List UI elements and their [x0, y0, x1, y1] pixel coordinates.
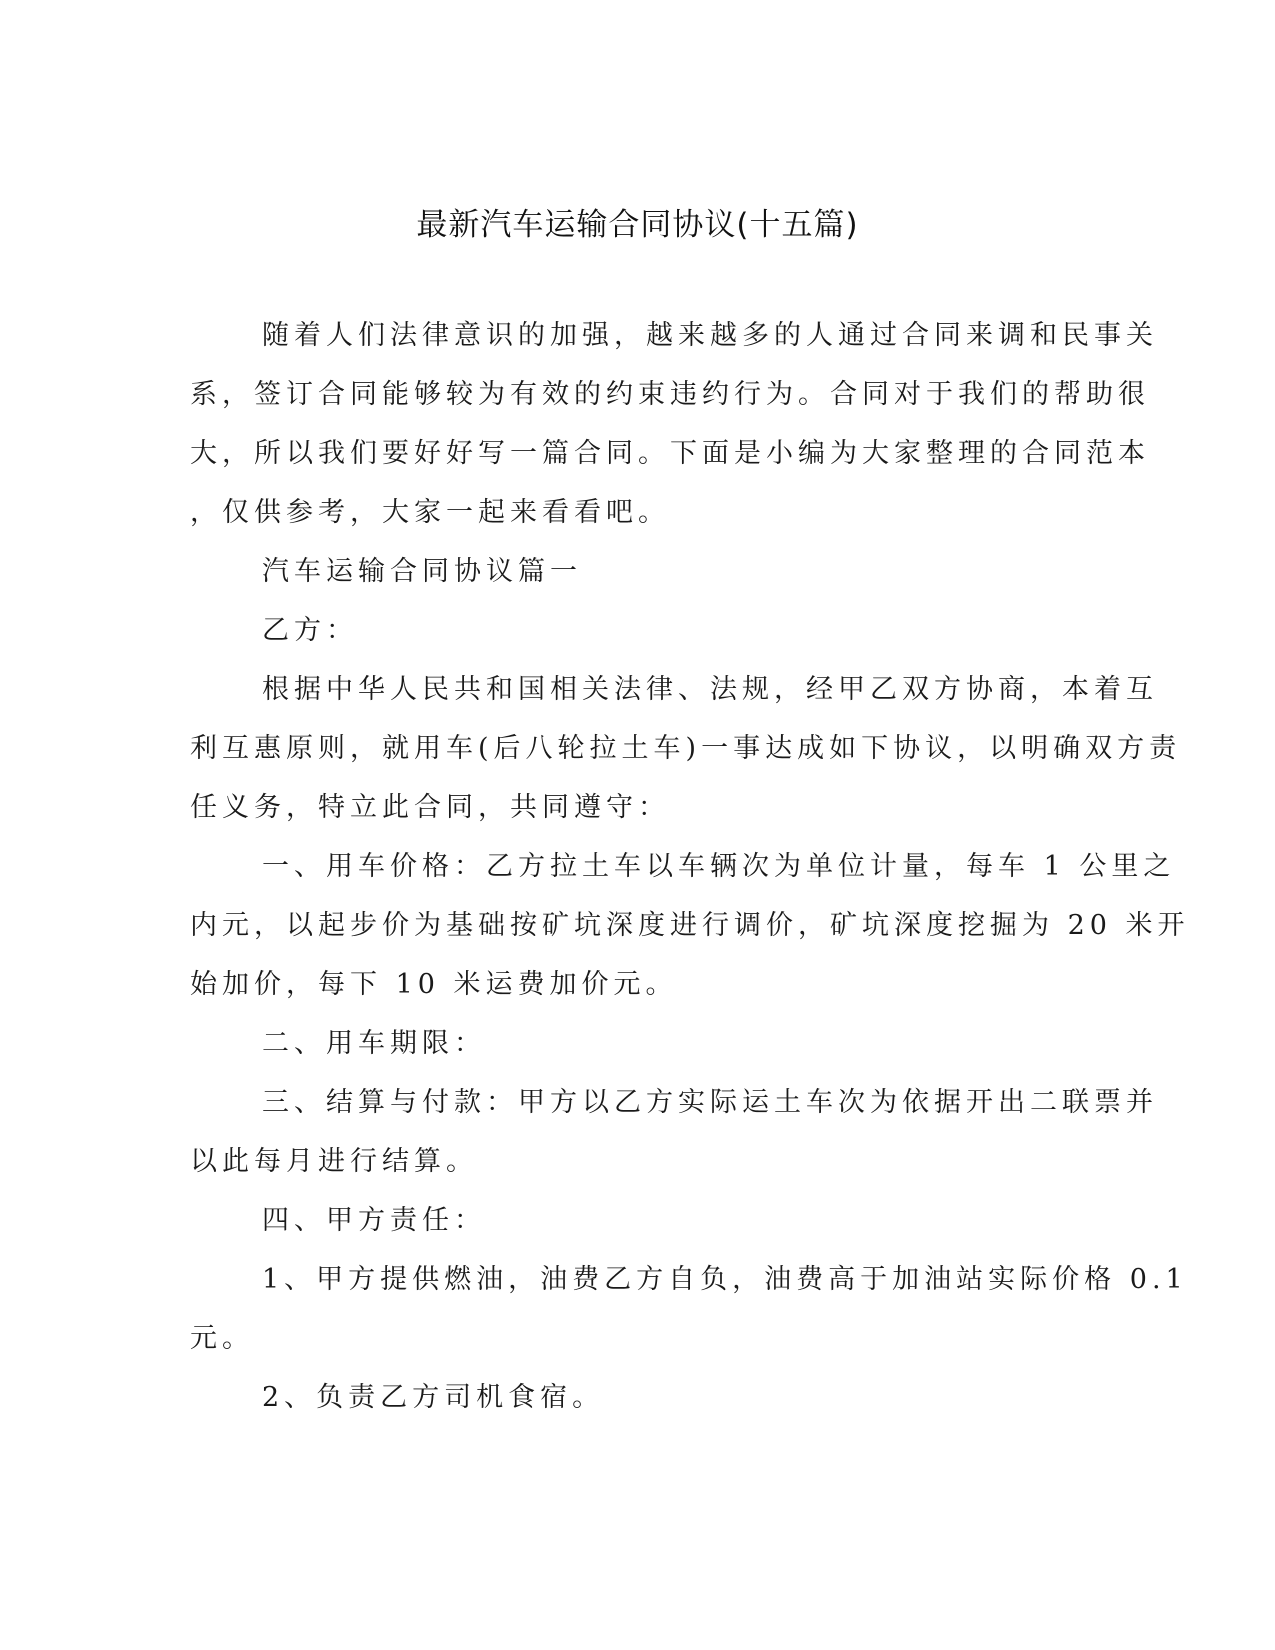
- party-b-line: 乙方：: [262, 615, 358, 646]
- paragraph-line: 利互惠原则，就用车(后八轮拉土车)一事达成如下协议，以明确双方责: [190, 733, 1182, 764]
- clause-line: 1、甲方提供燃油，油费乙方自负，油费高于加油站实际价格 0.1: [262, 1264, 1188, 1295]
- clause-line: 元。: [190, 1323, 254, 1354]
- clause-line: 一、用车价格：乙方拉土车以车辆次为单位计量，每车 1 公里之: [262, 851, 1176, 882]
- clause-line: 2、负责乙方司机食宿。: [262, 1382, 605, 1413]
- clause-line: 二、用车期限：: [262, 1028, 486, 1059]
- clause-line: 以此每月进行结算。: [190, 1146, 478, 1177]
- paragraph-line: 系，签订合同能够较为有效的约束违约行为。合同对于我们的帮助很: [190, 379, 1150, 410]
- section-heading: 汽车运输合同协议篇一: [262, 556, 582, 587]
- paragraph-line: 根据中华人民共和国相关法律、法规，经甲乙双方协商，本着互: [262, 674, 1158, 705]
- clause-line: 三、结算与付款：甲方以乙方实际运土车次为依据开出二联票并: [262, 1087, 1158, 1118]
- paragraph-line: 大，所以我们要好好写一篇合同。下面是小编为大家整理的合同范本: [190, 438, 1150, 469]
- paragraph-line: 随着人们法律意识的加强，越来越多的人通过合同来调和民事关: [262, 320, 1158, 351]
- paragraph-line: ，仅供参考，大家一起来看看吧。: [190, 497, 670, 528]
- paragraph-line: 任义务，特立此合同，共同遵守：: [190, 792, 670, 823]
- clause-line: 始加价，每下 10 米运费加价元。: [190, 969, 678, 1000]
- document-title: 最新汽车运输合同协议(十五篇): [416, 207, 859, 243]
- clause-line: 内元，以起步价为基础按矿坑深度进行调价，矿坑深度挖掘为 20 米开: [190, 910, 1190, 941]
- clause-line: 四、甲方责任：: [262, 1205, 486, 1236]
